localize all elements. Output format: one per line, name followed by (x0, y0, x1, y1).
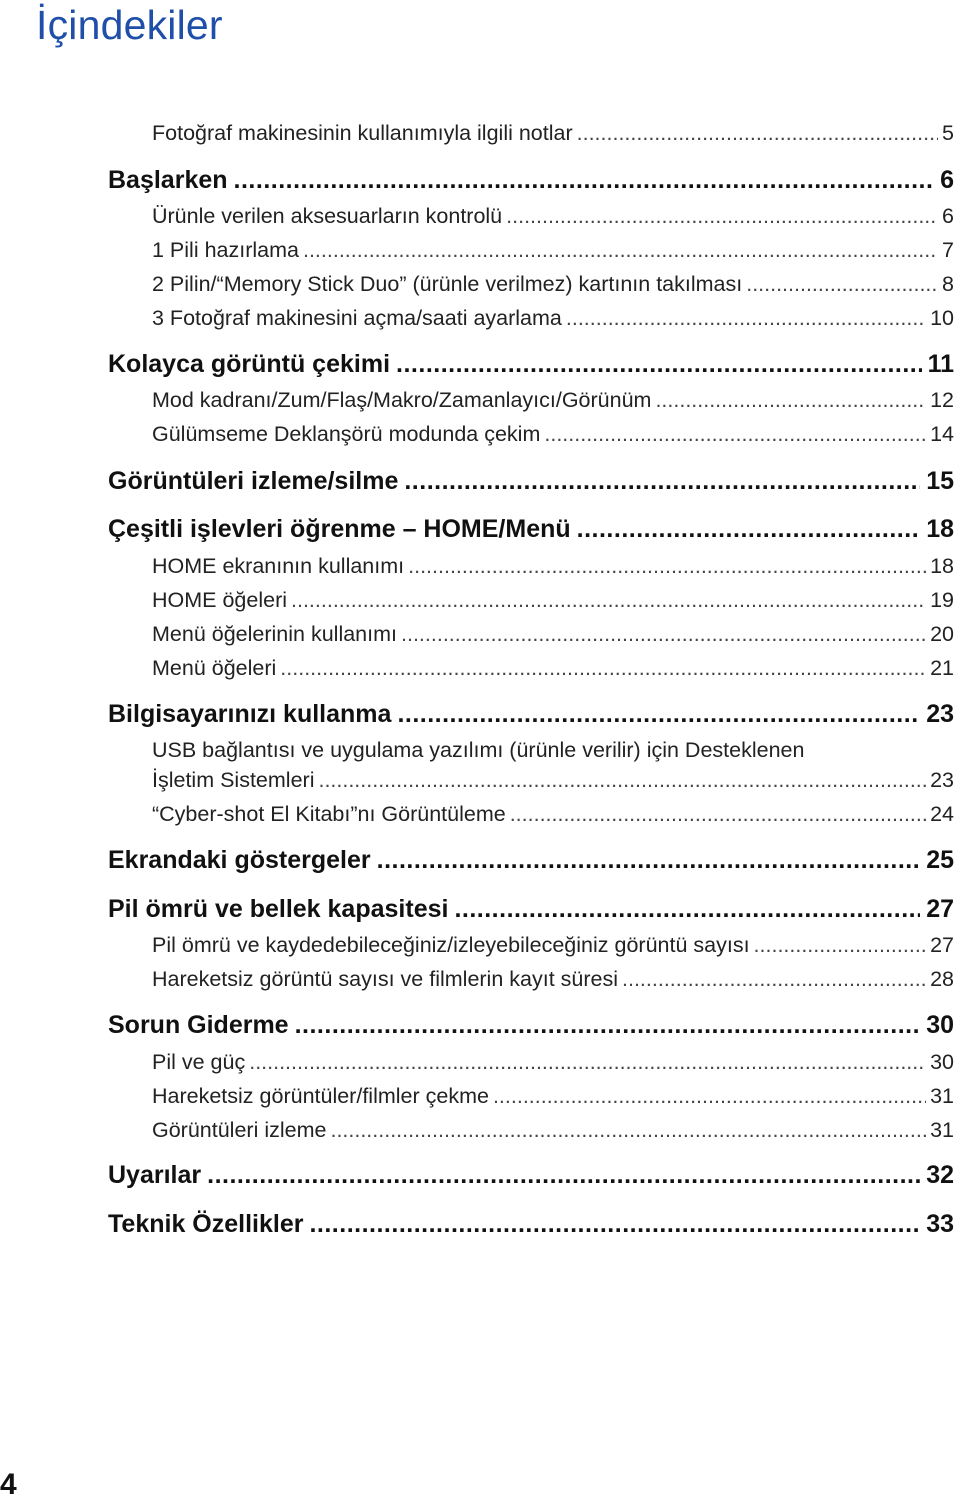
toc-entry-label: 2 Pilin/“Memory Stick Duo” (ürünle verilmez) kartının takılması (152, 272, 743, 296)
toc-section-page: 27 (926, 895, 954, 923)
dot-leader (295, 1011, 921, 1040)
toc-entry-page: 14 (930, 422, 954, 446)
dot-leader (396, 350, 922, 379)
toc-entry-label: Hareketsiz görüntü sayısı ve filmlerin kayıt süresi (152, 967, 618, 991)
toc-section-pil-omru[interactable] (108, 895, 954, 924)
toc-entry-label: HOME öğeleri (152, 588, 288, 612)
toc-entry[interactable] (152, 388, 954, 413)
toc-section-label: Pil ömrü ve bellek kapasitesi (108, 895, 449, 923)
dot-leader (408, 554, 926, 579)
toc-section-page: 30 (926, 1011, 954, 1039)
toc-entry[interactable] (152, 204, 954, 229)
toc-entry[interactable] (152, 588, 954, 613)
page-number: 4 (0, 1468, 17, 1501)
toc-section-page: 18 (926, 515, 954, 543)
toc-section-label: Bilgisayarınızı kullanma (108, 700, 392, 728)
toc-entry-label: İşletim Sistemleri (152, 768, 315, 792)
dot-leader (577, 515, 921, 544)
toc-section-page: 11 (927, 350, 954, 378)
dot-leader (655, 388, 926, 413)
dot-leader (397, 700, 920, 729)
toc-entry-page: 7 (942, 238, 954, 262)
toc-section-page: 15 (926, 467, 954, 495)
dot-leader (280, 656, 926, 681)
toc-section-label: Uyarılar (108, 1161, 202, 1189)
toc-entry-label: Fotoğraf makinesinin kullanımıyla ilgili notlar (152, 121, 573, 145)
dot-leader (234, 166, 935, 195)
toc-entry-label: Menü öğelerinin kullanımı (152, 622, 397, 646)
toc-section-gostergeler[interactable] (108, 846, 954, 875)
toc-entry[interactable] (152, 656, 954, 681)
toc-entry-label: Hareketsiz görüntüler/filmler çekme (152, 1084, 489, 1108)
dot-leader (754, 933, 927, 958)
dot-leader (506, 204, 938, 229)
toc-entry-page: 20 (930, 622, 954, 646)
toc-entry-page: 6 (942, 204, 954, 228)
toc-entry[interactable] (152, 967, 954, 992)
dot-leader (303, 238, 938, 263)
toc-entry-page: 24 (930, 802, 954, 826)
dot-leader (377, 846, 921, 875)
dot-leader (291, 588, 926, 613)
toc-entry-page: 27 (930, 933, 954, 957)
toc-entry-label: Menü öğeleri (152, 656, 277, 680)
toc-section-kolayca[interactable] (108, 350, 954, 379)
dot-leader (318, 768, 926, 793)
toc-entry-page: 12 (930, 388, 954, 412)
dot-leader (577, 121, 938, 146)
toc-entry[interactable] (152, 1118, 954, 1143)
toc-entry[interactable] (152, 1050, 954, 1075)
toc-entry-page: 5 (942, 121, 954, 145)
page-title: İçindekiler (36, 2, 223, 48)
toc-section-page: 33 (926, 1210, 954, 1238)
toc-entry[interactable] (152, 238, 954, 263)
toc-entry-page: 31 (930, 1118, 954, 1142)
toc-entry-label: Pil ve güç (152, 1050, 246, 1074)
dot-leader (493, 1084, 926, 1109)
toc-section-label: Kolayca görüntü çekimi (108, 350, 391, 378)
dot-leader (510, 802, 926, 827)
toc-section-page: 6 (940, 166, 954, 194)
dot-leader (401, 622, 926, 647)
dot-leader (622, 967, 926, 992)
toc-entry-page: 31 (930, 1084, 954, 1108)
toc-section-uyarilar[interactable] (108, 1161, 954, 1190)
toc-entry-label: 3 Fotoğraf makinesini açma/saati ayarlama (152, 306, 562, 330)
toc-section-label: Ekrandaki göstergeler (108, 846, 371, 874)
toc-section-home-menu[interactable] (108, 515, 954, 544)
toc-section-teknik[interactable] (108, 1210, 954, 1239)
dot-leader (746, 272, 938, 297)
toc-section-label: Çeşitli işlevleri öğrenme – HOME/Menü (108, 515, 571, 543)
toc-entry[interactable] (152, 422, 954, 447)
toc-entry-intro[interactable] (152, 121, 954, 146)
toc-entry-label: Ürünle verilen aksesuarların kontrolü (152, 204, 503, 228)
toc-section-label: Görüntüleri izleme/silme (108, 467, 399, 495)
toc-entry[interactable] (152, 306, 954, 331)
toc-section-bilgisayar[interactable] (108, 700, 954, 729)
toc-section-baslarken[interactable] (108, 166, 954, 195)
toc-entry-page: 19 (930, 588, 954, 612)
toc-section-izleme-silme[interactable] (108, 467, 954, 496)
toc-entry-page: 23 (930, 768, 954, 792)
toc-entry-page: 28 (930, 967, 954, 991)
dot-leader (249, 1050, 926, 1075)
dot-leader (330, 1118, 926, 1143)
toc-entry-label-line1[interactable]: USB bağlantısı ve uygulama yazılımı (ürünle verilir) için Desteklenen (152, 738, 805, 762)
toc-section-page: 23 (926, 700, 954, 728)
toc-entry-label: “Cyber-shot El Kitabı”nı Görüntüleme (152, 802, 506, 826)
toc-entry-label: HOME ekranının kullanımı (152, 554, 405, 578)
dot-leader (454, 895, 920, 924)
toc-entry-page: 8 (942, 272, 954, 296)
toc-entry[interactable] (152, 768, 954, 793)
toc-entry-page: 10 (930, 306, 954, 330)
toc-entry-page: 21 (930, 656, 954, 680)
toc-entry[interactable] (152, 802, 954, 827)
toc-section-page: 25 (926, 846, 954, 874)
dot-leader (309, 1210, 920, 1239)
toc-entry[interactable] (152, 554, 954, 579)
toc-section-label: Sorun Giderme (108, 1011, 289, 1039)
toc-entry-label: Mod kadranı/Zum/Flaş/Makro/Zamanlayıcı/Görünüm (152, 388, 652, 412)
toc-section-label: Başlarken (108, 166, 228, 194)
toc-entry-label: Gülümseme Deklanşörü modunda çekim (152, 422, 541, 446)
toc-entry[interactable] (152, 933, 954, 958)
toc-entry-label: Pil ömrü ve kaydedebileceğiniz/izleyebileceğiniz görüntü sayısı (152, 933, 750, 957)
dot-leader (404, 467, 920, 496)
dot-leader (207, 1161, 920, 1190)
toc-entry[interactable] (152, 272, 954, 297)
dot-leader (566, 306, 926, 331)
toc-entry[interactable] (152, 1084, 954, 1109)
toc-entry-page: 30 (930, 1050, 954, 1074)
toc-section-sorun-giderme[interactable] (108, 1011, 954, 1040)
toc-section-page: 32 (926, 1161, 954, 1189)
toc-entry-page: 18 (930, 554, 954, 578)
toc-section-label: Teknik Özellikler (108, 1210, 304, 1238)
toc-entry-label: 1 Pili hazırlama (152, 238, 299, 262)
toc-entry[interactable] (152, 622, 954, 647)
toc-entry-label: Görüntüleri izleme (152, 1118, 327, 1142)
dot-leader (544, 422, 926, 447)
